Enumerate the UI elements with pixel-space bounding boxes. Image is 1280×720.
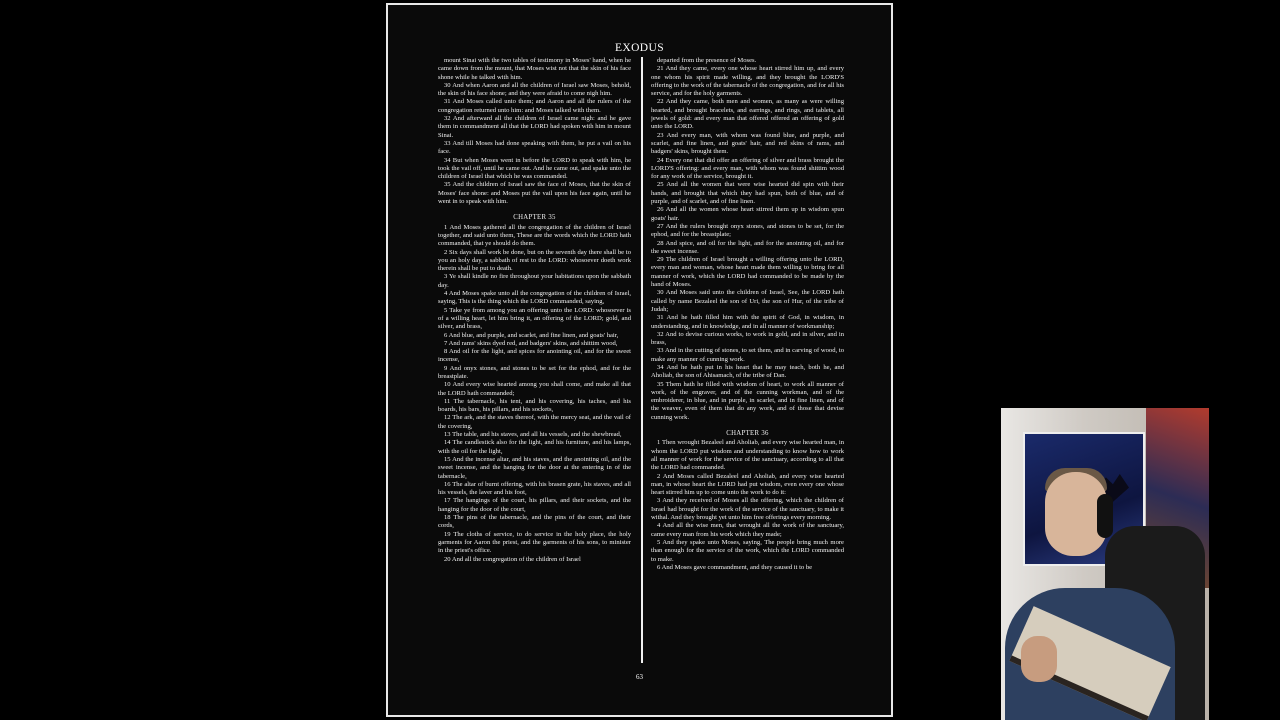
verse: 22 And they came, both men and women, as many as were willing hearted, and brought bracelets, and earrings, and rings, and tablets, all jewels of gold: and every man that offered offered an offering of gold unto the LORD. [651, 98, 844, 131]
verse: mount Sinai with the two tables of testimony in Moses' hand, when he came down from the mount, that Moses wist not that the skin of his face shone while he talked with him. [438, 57, 631, 81]
verse: 23 And every man, with whom was found blue, and purple, and scarlet, and fine linen, and goats' hair, and red skins of rams, and badgers' skins, brought them. [651, 131, 844, 156]
verse: 1 Then wrought Bezaleel and Aholiab, and every wise hearted man, in whom the LORD put wisdom and understanding to know how to work all manner of work for the service of the sanctuary, according to all that the LORD had commanded. [651, 439, 844, 472]
verse: 6 And Moses gave commandment, and they caused it to be [657, 563, 813, 571]
verse: 30 And when Aaron and all the children of Israel saw Moses, behold, the skin of his face shone; and they were afraid to come nigh him. [438, 81, 631, 98]
column-divider [641, 57, 643, 663]
verse: 35 And the children of Israel saw the face of Moses, that the skin of Moses' face shone: and Moses put the vail upon his face again, until he went in to speak with him. [438, 181, 631, 206]
verse: 33 And till Moses had done speaking with them, he put a vail on his face. [438, 139, 631, 156]
verse: 31 And he hath filled him with the spirit of God, in wisdom, in understanding, and in knowledge, and in all manner of workmanship; [651, 314, 844, 330]
verse: 14 The candlestick also for the light, and his furniture, and his lamps, with the oil for the light, [438, 439, 631, 455]
verse: 19 The cloths of service, to do service in the holy place, the holy garments for Aaron the priest, and the garments of his sons, to minister in the priest's office. [438, 530, 631, 555]
verse: 21 And they came, every one whose heart stirred him up, and every one whom his spirit made willing, and they brought the LORD'S offering to the work of the tabernacle of the congregation, and for all his service, and for the holy garments. [651, 65, 844, 98]
verse: 8 And oil for the light, and spices for anointing oil, and for the sweet incense, [438, 348, 631, 364]
verse: 15 And the incense altar, and his staves, and the anointing oil, and the sweet incense, and the hanging for the door at the entering in of the tabernacle, [438, 455, 631, 480]
verse: 2 And Moses called Bezaleel and Aholiab, and every wise hearted man, in whose heart the LORD had put wisdom, even every one whose heart stirred him up to come unto the work to do it: [651, 472, 844, 497]
verse: 24 Every one that did offer an offering of silver and brass brought the LORD'S offering: and every man, with whom was found shittim wood for any work of the service, brought it. [651, 156, 844, 181]
verse: 35 Them hath he filled with wisdom of heart, to work all manner of work, of the engraver, and of the cunning workman, and of the embroiderer, in blue, and in purple, in scarlet, and in fine linen, and of the weaver, even of them that do any work, and of those that devise cunning work. [651, 380, 844, 421]
verse: 3 And they received of Moses all the offering, which the children of Israel had brought for the work of the service of the sanctuary, to make it withal. And they brought yet unto him free offerings every morning. [651, 497, 844, 522]
chapter-heading: CHAPTER 36 [726, 430, 769, 438]
verse: 5 Take ye from among you an offering unto the LORD: whosoever is of a willing heart, let him bring it, an offering of the LORD; gold, and silver, and brass, [438, 306, 631, 331]
verse: 32 And afterward all the children of Israel came nigh: and he gave them in commandment all that the LORD had spoken with him in mount Sinai. [438, 115, 631, 139]
right-text-column [651, 57, 844, 665]
presenter-webcam [1001, 408, 1209, 720]
verse: departed from the presence of Moses. [657, 57, 757, 64]
verse: 16 The altar of burnt offering, with his brasen grate, his staves, and all his vessels, the laver and his foot, [438, 480, 631, 497]
verse: 9 And onyx stones, and stones to be set for the ephod, and for the breastplate. [438, 364, 631, 380]
verse: 33 And in the cutting of stones, to set them, and in carving of wood, to make any manner of cunning work. [651, 347, 844, 363]
verse: 34 And he hath put in his heart that he may teach, both he, and Aholiab, the son of Ahisamach, of the tribe of Dan. [651, 363, 844, 380]
verse: 29 The children of Israel brought a willing offering unto the LORD, every man and woman, whose heart made them willing to bring for all manner of work, which the LORD had commanded to be made by the hand of Moses. [651, 256, 844, 289]
verse: 1 And Moses gathered all the congregation of the children of Israel together, and said unto them, These are the words which the LORD hath commanded, that ye should do them. [438, 223, 631, 248]
presenter-hand [1021, 636, 1057, 682]
verse: 28 And spice, and oil for the light, and for the anointing oil, and for the sweet incense. [651, 239, 844, 255]
verse: 31 And Moses called unto them; and Aaron and all the rulers of the congregation returned unto him: and Moses talked with them. [438, 98, 631, 114]
verse: 3 Ye shall kindle no fire throughout your habitations upon the sabbath day. [438, 273, 631, 289]
verse: 32 And to devise curious works, to work in gold, and in silver, and in brass, [651, 330, 844, 347]
verse: 4 And all the wise men, that wrought all the work of the sanctuary, came every man from his work which they made; [651, 522, 844, 538]
verse: 6 And blue, and purple, and scarlet, and fine linen, and goats' hair, [444, 331, 619, 339]
verse: 20 And all the congregation of the children of Israel [444, 555, 581, 563]
verse: 17 The hangings of the court, his pillars, and their sockets, and the hanging for the door of the court, [438, 497, 631, 513]
verse: 18 The pins of the tabernacle, and the pins of the court, and their cords, [438, 514, 631, 530]
verse: 27 And the rulers brought onyx stones, and stones to be set, for the ephod, and for the breastplate; [651, 222, 844, 239]
verse: 2 Six days shall work be done, but on the seventh day there shall be to you an holy day, a sabbath of rest to the LORD: whosoever doeth work therein shall be put to death. [438, 248, 631, 273]
headset-icon [1097, 494, 1113, 538]
left-text-column [438, 57, 631, 665]
verse: 4 And Moses spake unto all the congregation of the children of Israel, saying, This is the thing which the LORD commanded, saying, [438, 290, 631, 306]
verse: 25 And all the women that were wise hearted did spin with their hands, and brought that which they had spun, both of blue, and of purple, and of scarlet, and of fine linen. [651, 181, 844, 206]
verse: 7 And rams' skins dyed red, and badgers' skins, and shittim wood, [444, 339, 618, 347]
chapter-heading: CHAPTER 35 [513, 214, 556, 222]
scripture-page [386, 3, 893, 717]
verse: 13 The table, and his staves, and all his vessels, and the shewbread, [444, 431, 622, 439]
verse: 26 And all the women whose heart stirred them up in wisdom spun goats' hair. [651, 206, 844, 222]
page-title: EXODUS [614, 42, 665, 54]
verse: 11 The tabernacle, his tent, and his covering, his taches, and his boards, his bars, his pillars, and his sockets, [438, 397, 631, 414]
verse: 12 The ark, and the staves thereof, with the mercy seat, and the vail of the covering, [438, 414, 631, 430]
verse: 10 And every wise hearted among you shall come, and make all that the LORD hath commanded; [438, 381, 631, 397]
verse: 5 And they spake unto Moses, saying, The people bring much more than enough for the service of the work, which the LORD commanded to make. [651, 538, 844, 563]
verse: 30 And Moses said unto the children of Israel, See, the LORD hath called by name Bezaleel the son of Uri, the son of Hur, of the tribe of Judah; [651, 289, 844, 313]
page-number: 63 [636, 673, 643, 681]
verse: 34 But when Moses went in before the LORD to speak with him, he took the vail off, until he came out. And he came out, and spake unto the children of Israel that which he was commanded. [438, 156, 631, 181]
